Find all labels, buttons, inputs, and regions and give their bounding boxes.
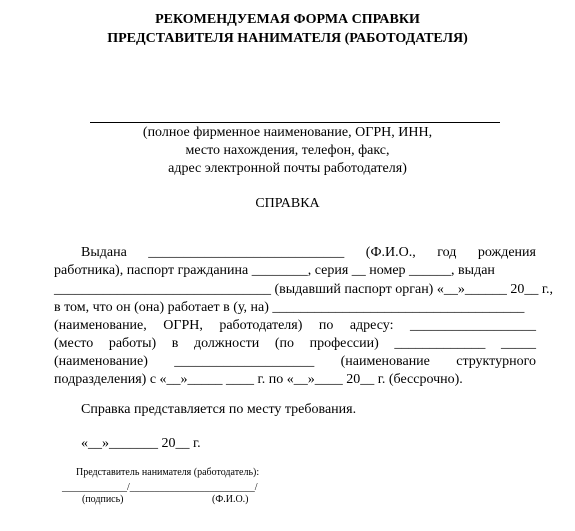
body-line-8: подразделения) с «__»_____ ____ г. по «__»____ 20__ г. (бессрочно).	[54, 372, 463, 387]
employer-name-blank	[90, 122, 500, 123]
full-name-label: (Ф.И.О.)	[212, 494, 249, 505]
body-line-4: в том, что он (она) работает в (у, на) ____________________________________	[54, 300, 525, 315]
body-line-2: работника), паспорт гражданина ________, серия __ номер ______, выдан	[54, 263, 495, 278]
purpose-text: Справка представляется по месту требования.	[81, 402, 357, 417]
employer-caption-line-2: место нахождения, телефон, факс,	[185, 143, 390, 158]
form-title-line-1: РЕКОМЕНДУЕМАЯ ФОРМА СПРАВКИ	[155, 12, 420, 27]
signature-line: _____________/_________________________/	[62, 482, 258, 493]
body-line-7: (наименование) ____________________ (наименование структурного	[54, 354, 536, 369]
body-line-3: _______________________________ (выдавший паспорт орган) «__»______ 20__ г.,	[54, 282, 554, 297]
document-title: СПРАВКА	[255, 196, 320, 211]
employer-caption-line-1: (полное фирменное наименование, ОГРН, ИНН,	[142, 125, 433, 140]
signature-caption: Представитель нанимателя (работодатель):	[76, 467, 260, 478]
body-line-6: (место работы) в должности (по профессии) _____________ _____	[54, 336, 536, 351]
issue-date-line: «__»_______ 20__ г.	[81, 436, 201, 451]
employer-caption-line-3: адрес электронной почты работодателя)	[168, 161, 407, 176]
body-line-5: (наименование, ОГРН, работодателя) по адресу: __________________	[54, 318, 536, 333]
body-line-1: Выдана ____________________________ (Ф.И.О., год рождения	[81, 245, 536, 260]
form-title-line-2: ПРЕДСТАВИТЕЛЯ НАНИМАТЕЛЯ (РАБОТОДАТЕЛЯ)	[107, 31, 468, 46]
signature-label: (подпись)	[82, 494, 124, 505]
